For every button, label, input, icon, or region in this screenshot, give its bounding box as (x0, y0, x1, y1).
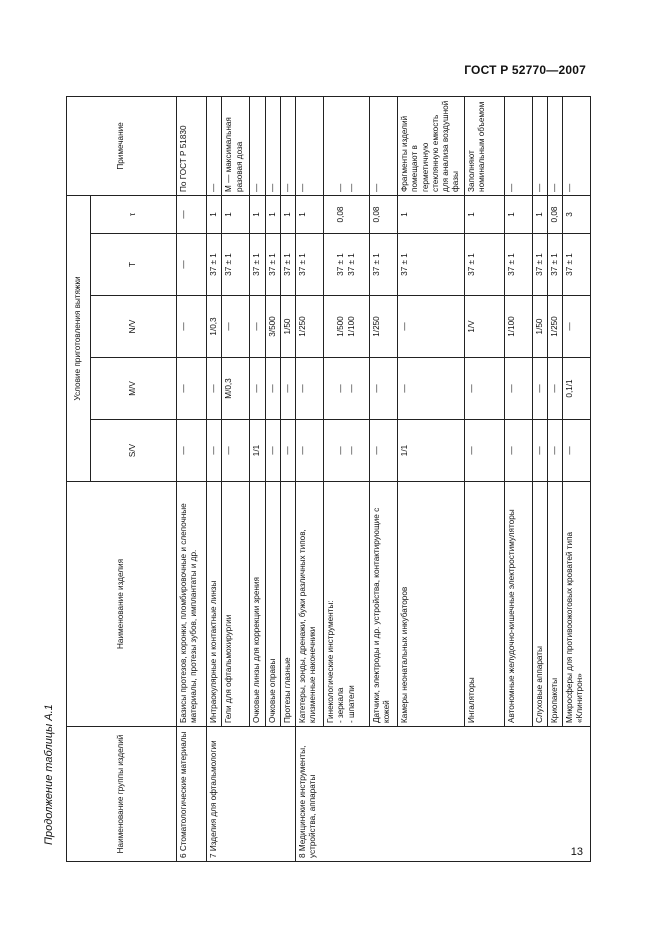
mv-cell: — (504, 358, 532, 420)
mv-cell: — (250, 358, 265, 420)
tau-cell: 1 (207, 195, 222, 233)
T-cell: 37 ± 1 (532, 234, 547, 296)
tau-cell: 1 (464, 195, 504, 233)
sv-cell: — (296, 420, 324, 482)
T-cell: 37 ± 1 (563, 234, 591, 296)
extraction-conditions-table (66, 96, 591, 862)
tau-cell: 0,08 (547, 195, 562, 233)
nv-cell: 1/100 (504, 296, 532, 358)
nv-cell: 1/250 (296, 296, 324, 358)
mv-cell: — (265, 358, 280, 420)
sv-cell: — (563, 420, 591, 482)
sv-cell: — (370, 420, 398, 482)
sv-cell: — (464, 420, 504, 482)
tau-cell: 0,08 (370, 195, 398, 233)
item-cell: Интраокулярные и контактные линзы (207, 482, 222, 727)
nv-cell: 1/50 (280, 296, 295, 358)
nv-cell: — (222, 296, 250, 358)
header-sv: S/V (91, 420, 177, 482)
nv-cell: 1/50 (532, 296, 547, 358)
nv-cell: 1/500 1/100 (324, 296, 370, 358)
note-cell: — (207, 96, 222, 195)
tau-cell: 1 (532, 195, 547, 233)
item-cell: Ингаляторы (464, 482, 504, 727)
tau-cell: 1 (222, 195, 250, 233)
item-cell: Камеры неонатальных инкубаторов (398, 482, 465, 727)
tau-cell: 1 (296, 195, 324, 233)
nv-cell: 3/500 (265, 296, 280, 358)
item-cell: Автономные желудочно-кишечные электростимуляторы (504, 482, 532, 727)
mv-cell: — (464, 358, 504, 420)
T-cell: 37 ± 1 (250, 234, 265, 296)
T-cell: 37 ± 1 (280, 234, 295, 296)
item-cell: Слуховые аппараты (532, 482, 547, 727)
nv-cell: — (563, 296, 591, 358)
tau-cell: 1 (398, 195, 465, 233)
rotated-table-container (66, 97, 585, 862)
nv-cell: 1/V (464, 296, 504, 358)
sv-cell: — (207, 420, 222, 482)
table-row (296, 96, 324, 861)
note-cell: M — максимальная разовая доза (222, 96, 250, 195)
T-cell: 37 ± 1 (398, 234, 465, 296)
header-mv: M/V (91, 358, 177, 420)
header-nv: N/V (91, 296, 177, 358)
note-cell: — (563, 96, 591, 195)
sv-cell: — (265, 420, 280, 482)
note-cell: — (532, 96, 547, 195)
T-cell: 37 ± 1 (222, 234, 250, 296)
T-cell: 37 ± 1 (504, 234, 532, 296)
tau-cell: — (177, 195, 207, 233)
tau-cell: 1 (250, 195, 265, 233)
item-cell: Катетеры, зонды, дренажи, бужи различных типов, клизменные наконечники (296, 482, 324, 727)
header-group: Наименование группы изделий (67, 727, 177, 862)
document-id: ГОСТ Р 52770—2007 (464, 63, 586, 77)
nv-cell: — (398, 296, 465, 358)
header-t: T (91, 234, 177, 296)
group-cell: 8 Медицинские инструменты, устройства, аппараты (296, 727, 591, 862)
T-cell: — (177, 234, 207, 296)
nv-cell: — (177, 296, 207, 358)
sv-cell: — (532, 420, 547, 482)
note-cell: Фрагменты изделий помещают в герметичную стеклянную емкость для анализа воздушной фазы (398, 96, 465, 195)
group-cell: 7 Изделия для офтальмологии (207, 727, 296, 862)
note-cell: По ГОСТ Р 51830 (177, 96, 207, 195)
table-body (177, 96, 591, 861)
mv-cell: 0,1/1 (563, 358, 591, 420)
item-cell: Базисы протезов, коронки, пломбировочные и слепочные материалы, протезы зубов, имплантаты и др. (177, 482, 207, 727)
sv-cell: — (547, 420, 562, 482)
note-cell: — (547, 96, 562, 195)
mv-cell: — (177, 358, 207, 420)
note-cell: — (296, 96, 324, 195)
item-cell: Гели для офтальмохирургии (222, 482, 250, 727)
mv-cell: — (547, 358, 562, 420)
sv-cell: — (177, 420, 207, 482)
page-number: 13 (570, 846, 583, 858)
note-cell: — (370, 96, 398, 195)
note-cell: — — (324, 96, 370, 195)
note-cell: — (280, 96, 295, 195)
sv-cell: — (504, 420, 532, 482)
note-cell: — (504, 96, 532, 195)
table-row (207, 96, 222, 861)
T-cell: 37 ± 1 (265, 234, 280, 296)
nv-cell: — (250, 296, 265, 358)
mv-cell: — (370, 358, 398, 420)
mv-cell: — (296, 358, 324, 420)
T-cell: 37 ± 1 (207, 234, 222, 296)
mv-cell: — (532, 358, 547, 420)
header-tau: τ (91, 195, 177, 233)
header-conditions: Условие приготовления вытяжки (67, 195, 91, 481)
item-cell: Очковые линзы для коррекции зрения (250, 482, 265, 727)
T-cell: 37 ± 1 (370, 234, 398, 296)
mv-cell: — (207, 358, 222, 420)
nv-cell: 1/0,3 (207, 296, 222, 358)
nv-cell: 1/250 (547, 296, 562, 358)
item-cell: Микросферы для противоожоговых кроватей типа «Клинитрон» (563, 482, 591, 727)
item-cell: Очковые оправы (265, 482, 280, 727)
header-item: Наименование изделия (67, 482, 177, 727)
sv-cell: — (222, 420, 250, 482)
T-cell: 37 ± 1 37 ± 1 (324, 234, 370, 296)
header-note: Примечание (67, 96, 177, 195)
tau-cell: 1 (504, 195, 532, 233)
group-cell: 6 Стоматологические материалы (177, 727, 207, 862)
table-row (177, 96, 207, 861)
nv-cell: 1/250 (370, 296, 398, 358)
table-caption: Продолжение таблицы А.1 (43, 704, 55, 845)
sv-cell: 1/1 (398, 420, 465, 482)
T-cell: 37 ± 1 (464, 234, 504, 296)
note-cell: — (250, 96, 265, 195)
tau-cell: 1 (280, 195, 295, 233)
item-cell: Криопакеты (547, 482, 562, 727)
T-cell: 37 ± 1 (547, 234, 562, 296)
item-cell: Протезы глазные (280, 482, 295, 727)
sv-cell: — (280, 420, 295, 482)
sv-cell: 1/1 (250, 420, 265, 482)
tau-cell: 0,08 (324, 195, 370, 233)
item-cell: Гинекологические инструменты: - зеркала - шпатели (324, 482, 370, 727)
sv-cell: — — (324, 420, 370, 482)
tau-cell: 3 (563, 195, 591, 233)
mv-cell: — (280, 358, 295, 420)
mv-cell: — — (324, 358, 370, 420)
T-cell: 37 ± 1 (296, 234, 324, 296)
item-cell: Датчики, электроды и др. устройства, контактирующие с кожей (370, 482, 398, 727)
mv-cell: M/0,3 (222, 358, 250, 420)
mv-cell: — (398, 358, 465, 420)
note-cell: — (265, 96, 280, 195)
note-cell: Заполняют номинальным объемом (464, 96, 504, 195)
tau-cell: 1 (265, 195, 280, 233)
